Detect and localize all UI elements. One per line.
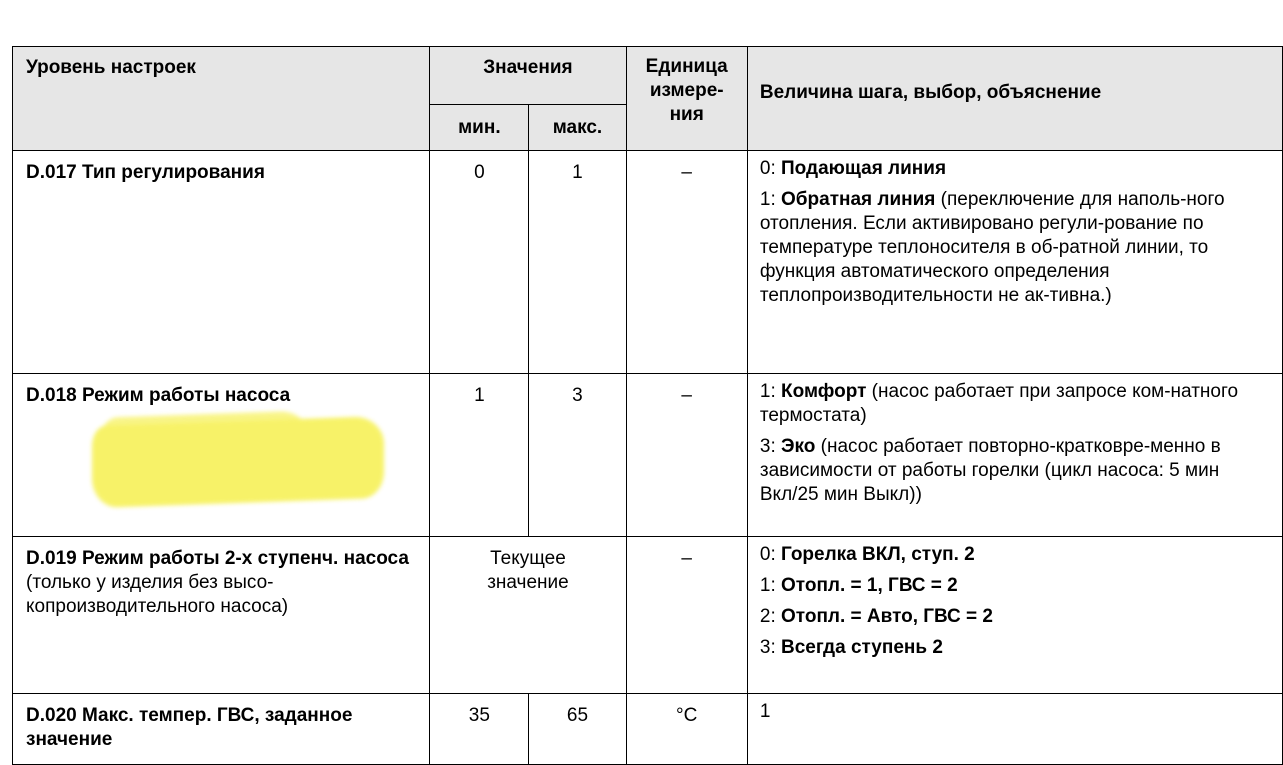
settings-table [12,46,1283,765]
option-item: 3: Эко (насос работает повторно-кратковре-менно в зависимости от работы горелки (цикл насоса: 5 мин Вкл/25 мин Выкл)) [759,436,1221,505]
row-explanation [747,151,1282,374]
row-unit: – [626,537,747,694]
option-item: 1: Обратная линия (переключение для наполь-ного отопления. Если активировано регули-рование по температуре теплоносителя в об-ратной линии, то функция автоматического определения теплопроизводительности не ак-тивна.) [759,189,1225,306]
option-item: 0: Подающая линия [759,158,947,179]
row-max: 1 [529,151,626,374]
header-values: Значения [430,47,626,105]
row-min: 0 [430,151,529,374]
option-item: 1: Комфорт (насос работает при запросе ком-натного термостата) [759,381,1239,426]
row-explanation [747,374,1282,537]
header-level: Уровень настроек [13,47,430,151]
row-unit: °C [626,694,747,765]
row-code: D.017 Тип регулирования [13,151,430,374]
header-max: макс. [529,105,626,151]
header-unit-line1: Единица [645,56,728,77]
option-item: 0: Горелка ВКЛ, ступ. 2 [759,544,975,565]
row-min: 1 [430,374,529,537]
header-unit [626,47,747,151]
table-row-d020 [13,694,1283,765]
row-code: D.020 Макс. темпер. ГВС, заданное значение [13,694,430,765]
row-max: 3 [529,374,626,537]
row-explanation [747,537,1282,694]
yellow-highlight-mark [92,416,384,508]
header-step: Величина шага, выбор, объяснение [747,47,1282,151]
header-unit-line2: измере- [649,80,724,101]
table-row-d017 [13,151,1283,374]
header-unit-line3: ния [669,104,704,125]
row-unit: – [626,151,747,374]
option-item: 3: Всегда ступень 2 [759,637,943,658]
row-code: D.019 Режим работы 2-х ступенч. насоса (только у изделия без высо-копроизводительного насоса) [13,537,430,694]
row-unit: – [626,374,747,537]
option-item: 2: Отопл. = Авто, ГВС = 2 [759,606,993,627]
row-code: D.018 Режим работы насоса [13,374,430,537]
row-min: 35 [430,694,529,765]
row-current-value: Текущее значение [430,537,626,694]
header-min: мин. [430,105,529,151]
option-item: 1: Отопл. = 1, ГВС = 2 [759,575,958,596]
row-explanation: 1 [747,694,1282,765]
table-row-d019 [13,537,1283,694]
row-max: 65 [529,694,626,765]
